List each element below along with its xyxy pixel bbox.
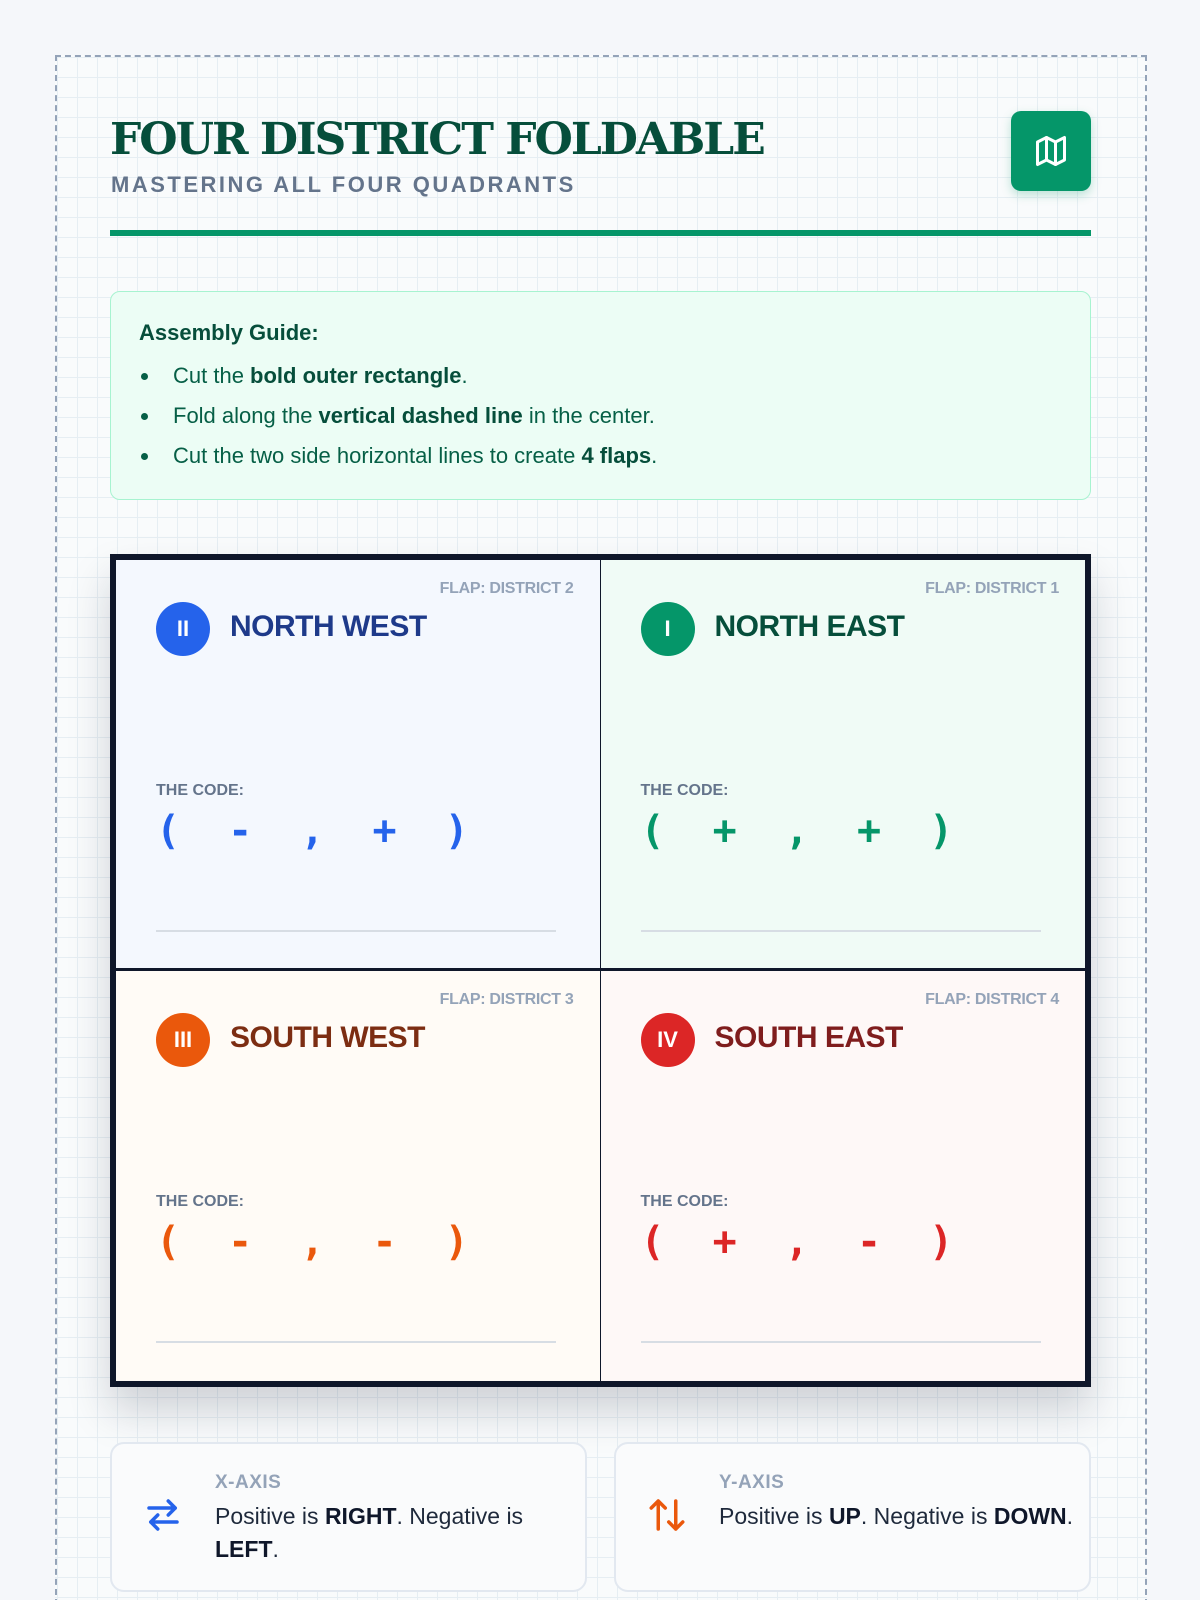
assembly-step: Fold along the vertical dashed line in the center. — [139, 396, 1062, 436]
quadrant-title: NORTH EAST — [714, 610, 905, 643]
map-button[interactable] — [1011, 111, 1091, 191]
flap-label: FLAP: DISTRICT 3 — [439, 990, 574, 1008]
sign-code: ( + , + ) — [640, 808, 966, 854]
answer-line — [641, 1341, 1041, 1343]
answer-line — [641, 930, 1041, 932]
quadrant-grid — [110, 554, 1091, 1387]
answer-line — [156, 1341, 556, 1343]
sign-code: ( - , - ) — [156, 1218, 481, 1265]
axis-label: Y-AXIS — [719, 1472, 785, 1493]
assembly-guide-title: Assembly Guide: — [139, 320, 319, 345]
axis-description: Positive is RIGHT. Negative is LEFT. — [215, 1503, 524, 1562]
quadrant-title: SOUTH WEST — [230, 1020, 425, 1054]
code-label: THE CODE: — [640, 782, 729, 799]
y-axis-card — [614, 1442, 1091, 1592]
assembly-steps — [139, 356, 1062, 476]
assembly-guide — [110, 291, 1091, 500]
map-icon — [1033, 133, 1069, 169]
code-label: THE CODE: — [156, 782, 244, 799]
vertical-arrows-icon — [646, 1494, 688, 1536]
page-subtitle: MASTERING ALL FOUR QUADRANTS — [111, 172, 576, 197]
flap-label: FLAP: DISTRICT 2 — [439, 580, 574, 597]
header-divider — [110, 230, 1091, 236]
assembly-step: Cut the bold outer rectangle. — [139, 356, 1062, 396]
quadrant-title: NORTH WEST — [230, 610, 427, 643]
quadrant-numeral-badge: II — [156, 602, 210, 656]
quadrant-north-east[interactable] — [601, 560, 1086, 971]
quadrant-south-west[interactable] — [116, 971, 601, 1382]
quadrant-numeral-badge: I — [641, 602, 695, 656]
x-axis-card — [110, 1442, 587, 1592]
quadrant-numeral-badge: III — [156, 1013, 210, 1067]
sign-code: ( - , + ) — [156, 808, 481, 854]
axis-label: X-AXIS — [215, 1472, 282, 1493]
code-label: THE CODE: — [640, 1192, 729, 1210]
sign-code: ( + , - ) — [640, 1218, 966, 1265]
assembly-step: Cut the two side horizontal lines to create 4 flaps. — [139, 436, 1062, 476]
quadrant-south-east[interactable] — [601, 971, 1086, 1382]
code-label: THE CODE: — [156, 1192, 244, 1210]
page-title: FOUR DISTRICT FOLDABLE — [110, 114, 764, 165]
horizontal-arrows-icon — [142, 1494, 184, 1536]
quadrant-title: SOUTH EAST — [714, 1020, 903, 1054]
quadrant-north-west[interactable] — [116, 560, 601, 971]
axis-description: Positive is UP. Negative is DOWN. — [719, 1503, 1074, 1529]
answer-line — [156, 930, 556, 932]
quadrant-numeral-badge: IV — [641, 1013, 695, 1067]
flap-label: FLAP: DISTRICT 4 — [925, 990, 1059, 1008]
flap-label: FLAP: DISTRICT 1 — [925, 580, 1059, 597]
